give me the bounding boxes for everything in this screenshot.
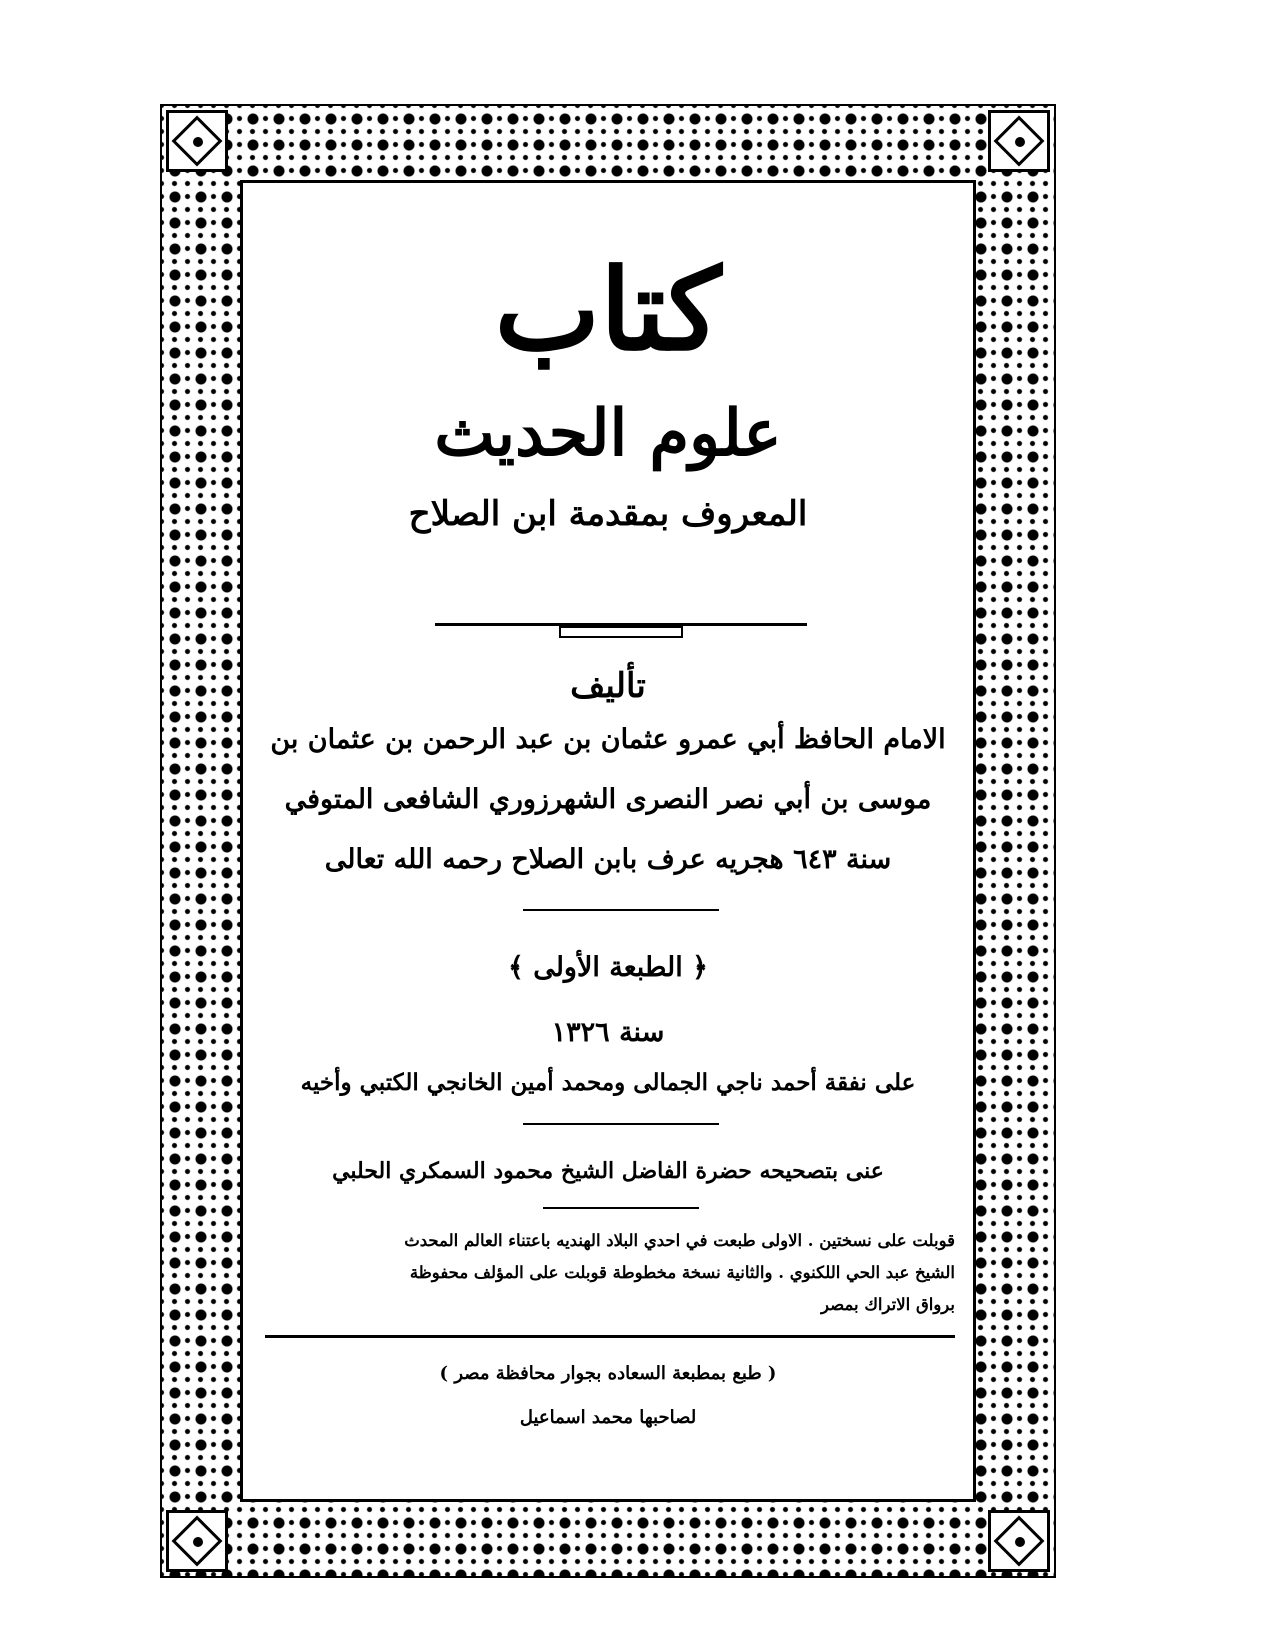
- edition-year: سنة ١٣٢٦: [551, 1017, 665, 1048]
- corner-ornament-top-right: [988, 110, 1050, 172]
- collation-line: قوبلت على نسختين . الاولى طبعت في احدي البلاد الهنديه باعتناء العالم المحدث: [404, 1231, 955, 1250]
- book-word: كتاب: [494, 245, 722, 376]
- divider-rule: [543, 1207, 699, 1209]
- corner-ornament-bottom-left: [166, 1510, 228, 1572]
- corner-ornament-top-left: [166, 110, 228, 172]
- divider-rule: [435, 623, 807, 626]
- divider-ornament: [559, 626, 683, 638]
- divider-rule: [523, 909, 719, 911]
- book-title: علوم الحديث: [434, 396, 782, 471]
- owner-line: لصاحبها محمد اسماعيل: [519, 1407, 697, 1428]
- subtitle: المعروف بمقدمة ابن الصلاح: [408, 494, 808, 534]
- ornamental-border: [160, 104, 1056, 1578]
- author-line: موسى بن أبي نصر النصرى الشهرزوري الشافعى المتوفي: [284, 784, 932, 815]
- corner-ornament-bottom-right: [988, 1510, 1050, 1572]
- collation-line: برواق الاتراك بمصر: [821, 1295, 955, 1314]
- printer-line: ( طبع بمطبعة السعاده بجوار محافظة مصر ): [439, 1363, 777, 1384]
- publisher-line: على نفقة أحمد ناجي الجمالى ومحمد أمين الخانجي الكتبي وأخيه: [300, 1069, 916, 1096]
- edition-label: ﴿ الطبعة الأولى ﴾: [507, 952, 709, 983]
- divider-rule: [523, 1123, 719, 1125]
- divider-rule: [265, 1335, 955, 1338]
- author-line: الامام الحافظ أبي عمرو عثمان بن عبد الرحمن بن عثمان بن: [270, 724, 946, 755]
- author-line: سنة ٦٤٣ هجريه عرف بابن الصلاح رحمه الله تعالى: [324, 844, 892, 875]
- corrector-line: عنى بتصحيحه حضرة الفاضل الشيخ محمود السمكري الحلبي: [332, 1158, 884, 1184]
- authored-by-label: تأليف: [570, 666, 646, 706]
- collation-line: الشيخ عبد الحي اللكنوي . والثانية نسخة مخطوطة قوبلت على المؤلف محفوظة: [409, 1263, 955, 1282]
- title-page-panel: [240, 180, 976, 1502]
